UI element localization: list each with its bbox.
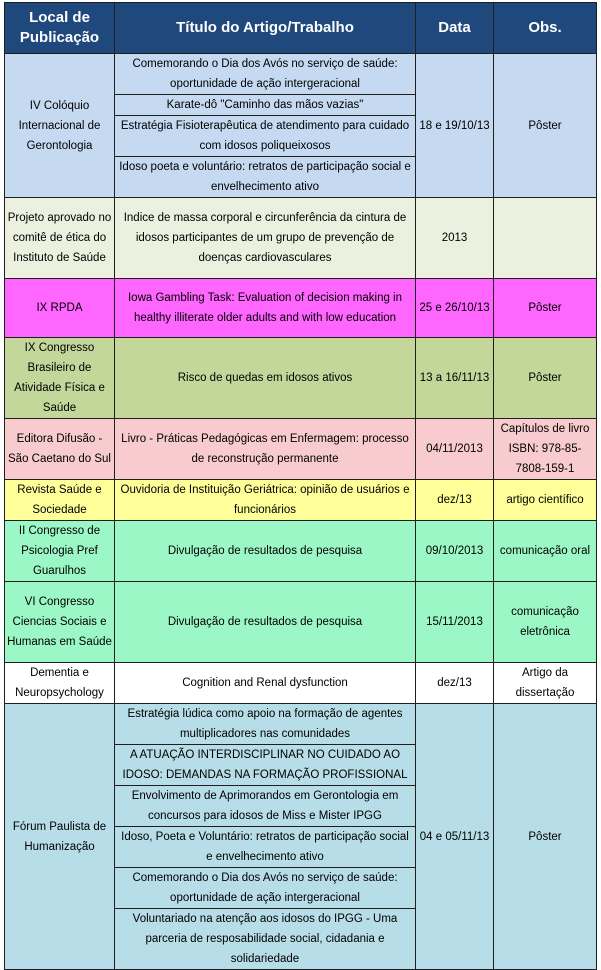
title-cell: Indice de massa corporal e circunferência da cintura de idosos participantes de um grupo de prevenção de doenças cardiovasculares xyxy=(115,198,416,279)
date-cell: 13 a 16/11/13 xyxy=(416,338,494,419)
local-cell: II Congresso de Psicologia Pref Guarulhos xyxy=(5,521,115,582)
obs-cell: Pôster xyxy=(494,338,597,419)
title-cell: Estratégia Fisioterapêutica de atendimento para cuidado com idosos poliqueixosos xyxy=(115,116,416,157)
header-obs: Obs. xyxy=(494,3,597,54)
title-cell: Idoso poeta e voluntário: retratos de participação social e envelhecimento ativo xyxy=(115,157,416,198)
title-cell: Iowa Gambling Task: Evaluation of decision making in healthy illiterate older adults and with low education xyxy=(115,279,416,338)
local-cell: Revista Saúde e Sociedade xyxy=(5,480,115,521)
title-cell: Voluntariado na atenção aos idosos do IPGG - Uma parceria de resposabilidade social, cidadania e solidariedade xyxy=(115,909,416,970)
table-row xyxy=(5,704,597,745)
obs-cell xyxy=(494,198,597,279)
obs-cell: comunicação oral xyxy=(494,521,597,582)
local-cell: IX Congresso Brasileiro de Atividade Física e Saúde xyxy=(5,338,115,419)
table-row xyxy=(5,480,597,521)
local-cell: Projeto aprovado no comitê de ética do Instituto de Saúde xyxy=(5,198,115,279)
table-row xyxy=(5,663,597,704)
local-cell: Dementia e Neuropsychology xyxy=(5,663,115,704)
title-cell: A ATUAÇÃO INTERDISCIPLINAR NO CUIDADO AO IDOSO: DEMANDAS NA FORMAÇÃO PROFISSIONAL xyxy=(115,745,416,786)
obs-cell: Pôster xyxy=(494,279,597,338)
title-cell: Estratégia lúdica como apoio na formação de agentes multiplicadores nas comunidades xyxy=(115,704,416,745)
table-row xyxy=(5,521,597,582)
title-cell: Envolvimento de Aprimorandos em Gerontologia em concursos para idosos de Miss e Mister IPGG xyxy=(115,786,416,827)
local-cell: VI Congresso Ciencias Sociais e Humanas em Saúde xyxy=(5,582,115,663)
date-cell: 04/11/2013 xyxy=(416,419,494,480)
date-cell: 04 e 05/11/13 xyxy=(416,704,494,970)
table-row xyxy=(5,419,597,480)
date-cell: dez/13 xyxy=(416,663,494,704)
title-cell: Comemorando o Dia dos Avós no serviço de saúde: oportunidade de ação intergeracional xyxy=(115,54,416,95)
title-cell: Ouvidoria de Instituição Geriátrica: opinião de usuários e funcionários xyxy=(115,480,416,521)
obs-cell: Capítulos de livro ISBN: 978-85-7808-159-1 xyxy=(494,419,597,480)
title-cell: Divulgação de resultados de pesquisa xyxy=(115,521,416,582)
title-cell: Risco de quedas em idosos ativos xyxy=(115,338,416,419)
header-titulo: Título do Artigo/Trabalho xyxy=(115,3,416,54)
obs-cell: Pôster xyxy=(494,704,597,970)
local-cell: Fórum Paulista de Humanização xyxy=(5,704,115,970)
table-row xyxy=(5,198,597,279)
title-cell: Comemorando o Dia dos Avós no serviço de saúde: oportunidade de ação intergeracional xyxy=(115,868,416,909)
header-local: Local de Publicação xyxy=(5,3,115,54)
local-cell: Editora Difusão - São Caetano do Sul xyxy=(5,419,115,480)
obs-cell: artigo científico xyxy=(494,480,597,521)
title-cell: Karate-dô "Caminho das mãos vazias" xyxy=(115,95,416,116)
header-row xyxy=(5,3,597,54)
local-cell: IV Colóquio Internacional de Gerontologia xyxy=(5,54,115,198)
header-data: Data xyxy=(416,3,494,54)
title-cell: Divulgação de resultados de pesquisa xyxy=(115,582,416,663)
date-cell: 15/11/2013 xyxy=(416,582,494,663)
title-cell: Cognition and Renal dysfunction xyxy=(115,663,416,704)
date-cell: 2013 xyxy=(416,198,494,279)
title-cell: Idoso, Poeta e Voluntário: retratos de participação social e envelhecimento ativo xyxy=(115,827,416,868)
obs-cell: comunicação eletrônica xyxy=(494,582,597,663)
date-cell: 09/10/2013 xyxy=(416,521,494,582)
date-cell: dez/13 xyxy=(416,480,494,521)
publications-table xyxy=(4,2,597,970)
local-cell: IX RPDA xyxy=(5,279,115,338)
title-cell: Livro - Práticas Pedagógicas em Enfermagem: processo de reconstrução permanente xyxy=(115,419,416,480)
obs-cell: Artigo da dissertação xyxy=(494,663,597,704)
table-row xyxy=(5,582,597,663)
date-cell: 18 e 19/10/13 xyxy=(416,54,494,198)
obs-cell: Pôster xyxy=(494,54,597,198)
table-row xyxy=(5,279,597,338)
table-row xyxy=(5,54,597,95)
date-cell: 25 e 26/10/13 xyxy=(416,279,494,338)
table-row xyxy=(5,338,597,419)
